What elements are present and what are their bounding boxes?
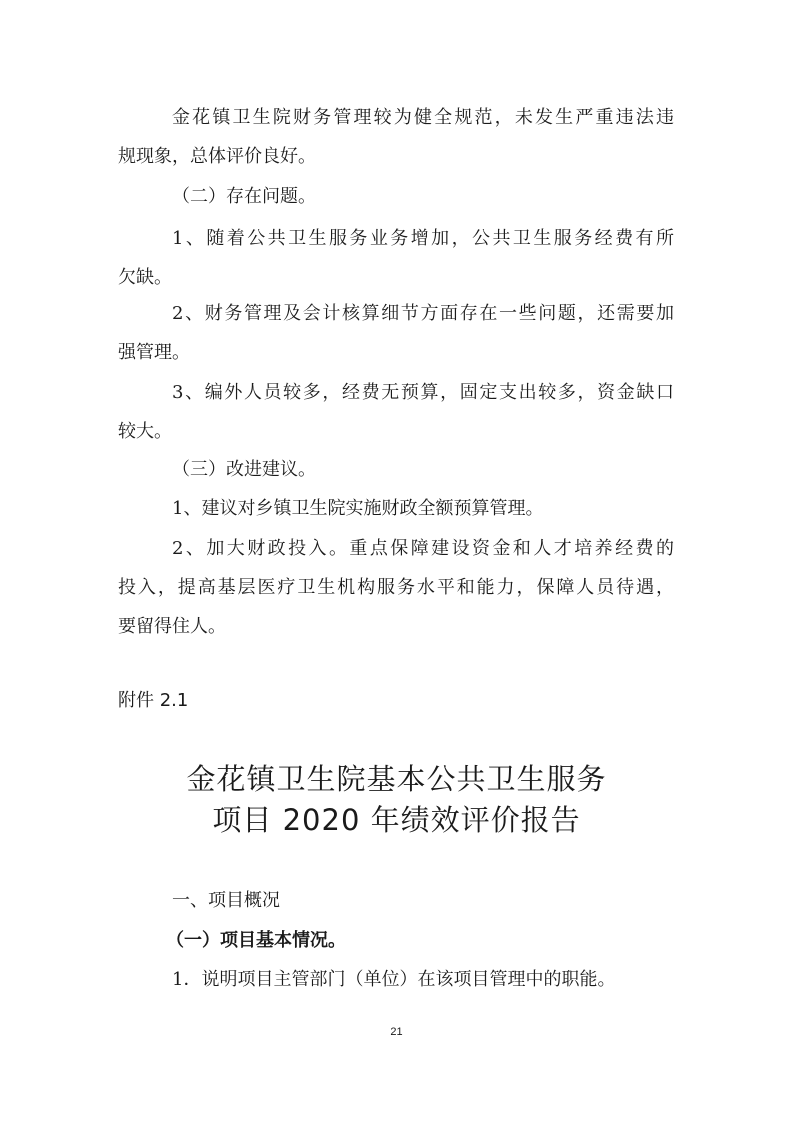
suggestion-2-line3: 要留得住人。 [118,616,226,637]
issue-2-line2: 强管理。 [118,342,190,363]
issue-3-line2: 较大。 [118,421,172,442]
page-number: 21 [390,1026,403,1038]
section-subheading-basic: （一）项目基本情况。 [166,930,346,951]
issue-1-line2: 欠缺。 [118,267,172,288]
section-heading-overview: 一、项目概况 [172,890,280,911]
suggestion-1: 1、建议对乡镇卫生院实施财政全额预算管理。 [172,498,544,519]
report-title-line1: 金花镇卫生院基本公共卫生服务 [186,762,607,796]
section-item-1: 1．说明项目主管部门（单位）在该项目管理中的职能。 [172,969,616,990]
paragraph-finance-line1: 金花镇卫生院财务管理较为健全规范，未发生严重违法违 [172,107,674,128]
heading-suggestions: （三）改进建议。 [172,459,316,480]
suggestion-2-line1: 2、加大财政投入。重点保障建设资金和人才培养经费的 [172,538,674,559]
suggestion-2-line2: 投入，提高基层医疗卫生机构服务水平和能力，保障人员待遇， [118,577,674,598]
heading-issues: （二）存在问题。 [172,186,316,207]
report-title-line2: 项目 2020 年绩效评价报告 [212,803,581,837]
issue-3-line1: 3、编外人员较多，经费无预算，固定支出较多，资金缺口 [172,382,674,403]
attachment-label: 附件 2.1 [118,690,189,711]
paragraph-finance-line2: 规现象，总体评价良好。 [118,146,316,167]
issue-2-line1: 2、财务管理及会计核算细节方面存在一些问题，还需要加 [172,303,674,324]
issue-1-line1: 1、随着公共卫生服务业务增加，公共卫生服务经费有所 [172,228,674,249]
